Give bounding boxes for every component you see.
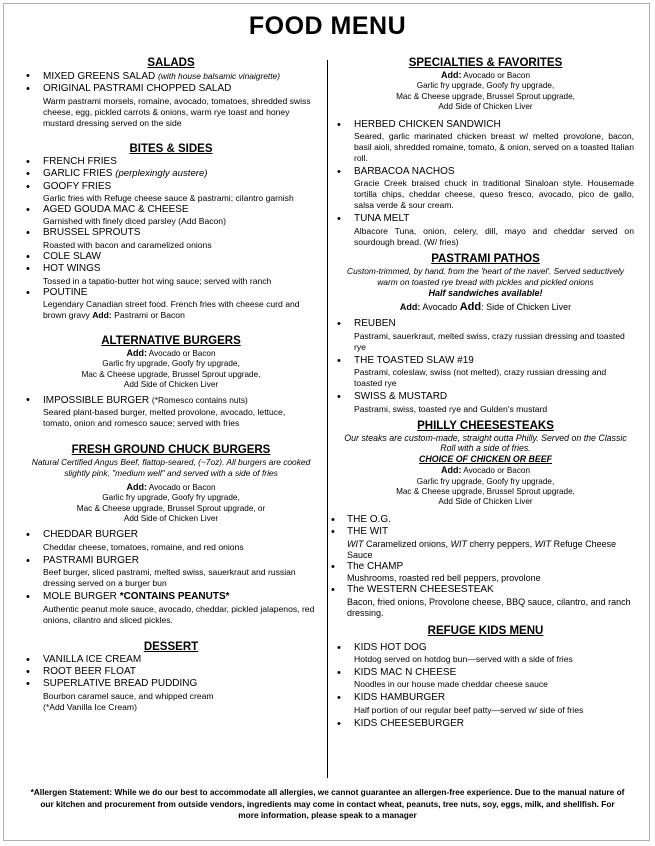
item-name: THE WIT bbox=[347, 526, 389, 538]
item-name: SWISS & MUSTARD bbox=[354, 391, 448, 403]
item-name: REUBEN bbox=[354, 318, 396, 330]
item-name: VANILLA ICE CREAM bbox=[43, 653, 142, 665]
item-desc-text: Caramelized onions, bbox=[363, 538, 451, 549]
item-desc: Bacon, fried onions, Provolone cheese, BBQ sauce, cilantro, and ranch dressing. bbox=[347, 596, 631, 618]
item-desc: (*Add Vanilla Ice Cream) bbox=[43, 701, 137, 712]
pathos-heading: PASTRAMI PATHOS bbox=[431, 252, 540, 265]
menu-item bbox=[337, 718, 634, 730]
add-text: Avocado or Bacon bbox=[461, 466, 531, 476]
item-name: The WESTERN CHEESESTEAK bbox=[347, 584, 494, 596]
menu-item bbox=[331, 514, 634, 526]
add-text: Avocado bbox=[420, 302, 460, 313]
item-name: SUPERLATIVE BREAD PUDDING bbox=[43, 678, 198, 690]
item-name: BARBACOA NACHOS bbox=[354, 166, 455, 178]
item-name: KIDS HAMBURGER bbox=[354, 692, 446, 704]
addon-line: Mac & Cheese upgrade, Brussel Sprout upgrade, bbox=[396, 91, 575, 101]
addon-line: Add Side of Chicken Liver bbox=[123, 513, 219, 523]
add-label: Add: bbox=[399, 302, 421, 313]
menu-item bbox=[26, 181, 316, 204]
item-desc-text: Refuge Cheese Sauce bbox=[347, 538, 617, 560]
allergen-statement: *Allergen Statement: While we do our best to accommodate all allergies, we cannot guarantee an allergen-free experience. Due to the manual nature of our kitchen and procurement from outside vendors, ingredients may come in contact wheat, peanuts, tree nuts, soy, eggs, milk, and shellfish. For more information, please speak to a manager bbox=[30, 787, 625, 821]
specialties-list bbox=[337, 119, 634, 248]
item-desc: Authentic peanut mole sauce, avocado, cheddar, pickled jalapenos, red onions, cilantro and sliced pickles. bbox=[43, 603, 315, 625]
half-sandwich-note: Half sandwiches available! bbox=[428, 288, 543, 299]
chuck-list bbox=[26, 529, 316, 625]
menu-item bbox=[337, 667, 634, 690]
item-name: GARLIC FRIES bbox=[43, 168, 113, 180]
wit-label: WIT bbox=[347, 538, 364, 549]
choice-note: CHOICE OF CHICKEN OR BEEF bbox=[419, 454, 552, 465]
item-name: KIDS CHEESEBURGER bbox=[354, 717, 465, 729]
item-name: HERBED CHICKEN SANDWICH bbox=[354, 118, 501, 130]
menu-item bbox=[26, 204, 316, 227]
philly-addons bbox=[337, 465, 634, 508]
salads-heading: SALADS bbox=[147, 57, 195, 69]
pathos-addons bbox=[337, 300, 634, 314]
menu-item bbox=[26, 156, 316, 168]
menu-item bbox=[26, 394, 316, 429]
salads-list bbox=[26, 70, 316, 129]
alt-burgers-heading: ALTERNATIVE BURGERS bbox=[101, 335, 241, 348]
addon-line bbox=[337, 70, 634, 81]
item-note: (with house balsamic vinaigrette) bbox=[158, 71, 281, 81]
addon-line: Add Side of Chicken Liver bbox=[438, 497, 533, 507]
item-desc: Cheddar cheese, tomatoes, romaine, and red onions bbox=[43, 541, 244, 552]
menu-item bbox=[331, 584, 634, 618]
chuck-burgers-heading: FRESH GROUND CHUCK BURGERS bbox=[71, 444, 271, 457]
item-desc: Warm pastrami morsels, romaine, avocado, tomatoes, shredded swiss cheese, egg, pickled carrots & onions, warm rye toast and honey mustard dressing served on the side bbox=[43, 95, 311, 128]
menu-title: FOOD MENU bbox=[248, 12, 407, 40]
menu-item bbox=[26, 251, 316, 263]
add-label: Add: bbox=[92, 310, 112, 321]
column-divider bbox=[327, 60, 328, 778]
add-label: Add: bbox=[126, 348, 147, 359]
item-desc: Garnished with finely diced parsley (Add Bacon) bbox=[43, 216, 226, 227]
add-text: : Side of Chicken Liver bbox=[481, 302, 572, 313]
addon-line: Add Side of Chicken Liver bbox=[123, 380, 219, 390]
menu-item bbox=[337, 391, 634, 414]
add-text: Avocado or Bacon bbox=[146, 349, 216, 359]
right-column bbox=[337, 56, 634, 730]
item-desc: Mushrooms, roasted red bell peppers, provolone bbox=[347, 573, 541, 584]
menu-item bbox=[26, 666, 316, 678]
item-desc: Noodles in our house made cheddar cheese sauce bbox=[354, 679, 548, 690]
item-name: TUNA MELT bbox=[354, 213, 410, 225]
menu-item bbox=[26, 168, 316, 180]
bites-list bbox=[26, 156, 316, 321]
alt-burgers-list bbox=[26, 394, 316, 429]
menu-item bbox=[26, 529, 316, 552]
item-name: PASTRAMI BURGER bbox=[43, 554, 139, 566]
philly-intro: Our steaks are custom-made, straight outta Philly. Served on the Classic Roll with a side of fries. bbox=[344, 432, 627, 454]
item-name: GOOFY FRIES bbox=[43, 180, 112, 192]
item-desc-text: Legendary Canadian street food. French fries with cheese curd and brown gravy bbox=[43, 299, 300, 321]
add-label: Add: bbox=[440, 465, 462, 476]
item-warning: *CONTAINS PEANUTS* bbox=[119, 591, 230, 603]
item-name: The CHAMP bbox=[347, 560, 404, 572]
item-name: THE TOASTED SLAW #19 bbox=[354, 354, 474, 366]
add-label: Add: bbox=[126, 481, 147, 492]
menu-item bbox=[331, 561, 634, 584]
item-desc: Pastrami, swiss, toasted rye and Gulden's mustard bbox=[354, 403, 548, 414]
item-name: CHEDDAR BURGER bbox=[43, 529, 139, 541]
menu-item bbox=[337, 642, 634, 665]
chuck-addons bbox=[26, 482, 316, 525]
dessert-list bbox=[26, 654, 316, 713]
item-name: BRUSSEL SPROUTS bbox=[43, 227, 141, 239]
item-name: ROOT BEER FLOAT bbox=[43, 665, 136, 677]
addon-line bbox=[337, 465, 634, 476]
addon-line bbox=[26, 482, 316, 493]
add-text: Avocado or Bacon bbox=[146, 482, 216, 492]
item-name: COLE SLAW bbox=[43, 250, 101, 262]
item-desc: Bourbon caramel sauce, and whipped cream bbox=[43, 690, 214, 701]
item-desc: Tossed in a tapatio-butter hot wing sauce; served with ranch bbox=[43, 275, 272, 286]
item-desc: Pastrami, coleslaw, swiss (not melted), crazy russian dressing and toasted rye bbox=[354, 367, 607, 389]
menu-item bbox=[26, 678, 316, 712]
addon-line: Mac & Cheese upgrade, Brussel Sprout upgrade, bbox=[81, 369, 261, 379]
item-desc-text: cherry peppers, bbox=[467, 538, 535, 549]
add-label: Add: bbox=[440, 70, 462, 80]
menu-item bbox=[26, 654, 316, 666]
item-name: THE O.G. bbox=[347, 513, 391, 525]
item-desc: Hotdog served on hotdog bun—served with a side of fries bbox=[354, 653, 573, 664]
menu-item bbox=[337, 213, 634, 247]
menu-item bbox=[26, 227, 316, 250]
item-name: MIXED GREENS SALAD bbox=[43, 71, 156, 82]
wit-label: WIT bbox=[534, 538, 552, 549]
philly-heading: PHILLY CHEESESTEAKS bbox=[417, 419, 554, 432]
menu-item bbox=[337, 355, 634, 389]
item-desc: Roasted with bacon and caramelized onions bbox=[43, 239, 212, 250]
item-desc: Albacore Tuna, onion, celery, dill, mayo and cheddar served on sourdough bread. (W/ fries) bbox=[354, 225, 634, 247]
bites-heading: BITES & SIDES bbox=[129, 142, 213, 155]
item-name: IMPOSSIBLE BURGER bbox=[43, 394, 150, 406]
pathos-intro: Custom-trimmed, by hand, from the 'heart of the navel'. Served seductively warm on toasted rye bread with pickles and pickled onions bbox=[347, 265, 624, 287]
menu-item bbox=[26, 287, 316, 321]
menu-item bbox=[337, 166, 634, 211]
menu-item bbox=[26, 83, 316, 128]
addon-line: Garlic fry upgrade, Goofy fry upgrade, bbox=[416, 81, 555, 91]
item-name: HOT WINGS bbox=[43, 263, 101, 275]
item-name: FRENCH FRIES bbox=[43, 155, 117, 167]
menu-item bbox=[337, 318, 634, 352]
item-desc: Seared plant-based burger, melted provolone, avocado, lettuce, tomato, onion and romesco sauce; served with fries bbox=[43, 407, 286, 429]
menu-item bbox=[337, 692, 634, 715]
pathos-list bbox=[337, 318, 634, 414]
addon-line: Garlic fry upgrade, Goofy fry upgrade, bbox=[102, 359, 240, 369]
add-label: Add bbox=[459, 301, 482, 314]
addon-line: Add Side of Chicken Liver bbox=[438, 102, 533, 112]
addon-line: Garlic fry upgrade, Goofy fry upgrade, bbox=[102, 493, 240, 503]
item-desc: Half portion of our regular beef patty—served w/ side of fries bbox=[354, 704, 584, 715]
add-text: Pastrami or Bacon bbox=[111, 310, 185, 321]
item-note: (perplexingly austere) bbox=[115, 168, 208, 180]
item-name: KIDS HOT DOG bbox=[354, 641, 427, 653]
item-name: AGED GOUDA MAC & CHEESE bbox=[43, 204, 189, 216]
addon-line: Mac & Cheese upgrade, Brussel Sprout upgrade, or bbox=[76, 503, 266, 513]
kids-heading: REFUGE KIDS MENU bbox=[427, 624, 544, 637]
menu-item bbox=[331, 526, 634, 560]
item-note: (*Romesco contains nuts) bbox=[151, 394, 248, 405]
philly-list bbox=[331, 514, 634, 619]
item-name: ORIGINAL PASTRAMI CHOPPED SALAD bbox=[43, 83, 232, 95]
specialties-addons bbox=[337, 70, 634, 113]
chuck-intro: Natural Certified Angus Beef, flattop-seared, (~7oz). All burgers are cooked slightly pink, "medium well" and served with a side of fries bbox=[31, 457, 311, 478]
item-desc: Seared, garlic marinated chicken breast w/ melted provolone, bacon, basil aioli, shredded romaine, tomato, & onion, served on a toasted Italian roll. bbox=[354, 131, 634, 164]
menu-item bbox=[26, 591, 316, 625]
addon-line bbox=[26, 348, 316, 359]
item-desc: Pastrami, sauerkraut, melted swiss, crazy russian dressing and toasted rye bbox=[354, 330, 625, 352]
wit-label: WIT bbox=[450, 538, 468, 549]
item-desc bbox=[43, 299, 316, 321]
menu-item bbox=[26, 263, 316, 286]
item-name: POUTINE bbox=[43, 286, 88, 298]
dessert-heading: DESSERT bbox=[143, 640, 199, 653]
kids-list bbox=[337, 642, 634, 731]
alt-burgers-addons bbox=[26, 348, 316, 391]
left-column bbox=[26, 56, 316, 713]
item-name: MOLE BURGER bbox=[43, 591, 120, 603]
menu-item bbox=[26, 555, 316, 589]
addon-line: Mac & Cheese upgrade, Brussel Sprout upgrade, bbox=[396, 487, 575, 497]
item-desc: Gracie Creek braised chuck in traditional Sinaloan style. Housemade tortilla chips, cheddar cheese, queso fresco, avocado, pico de gallo, salsa verde & sour cream. bbox=[354, 178, 634, 211]
item-desc: Garlic fries with Refuge cheese sauce & pastrami; cilantro garnish bbox=[43, 193, 294, 204]
add-text: Avocado or Bacon bbox=[461, 71, 531, 80]
item-desc bbox=[347, 539, 634, 561]
item-name: KIDS MAC N CHEESE bbox=[354, 666, 457, 678]
menu-item bbox=[26, 70, 316, 83]
specialties-heading: SPECIALTIES & FAVORITES bbox=[408, 57, 563, 69]
item-desc: Beef burger, sliced pastrami, melted swiss, sauerkraut and russian dressing served on a burger bun bbox=[43, 567, 296, 589]
menu-item bbox=[337, 119, 634, 164]
addon-line: Garlic fry upgrade, Goofy fry upgrade, bbox=[416, 476, 555, 486]
